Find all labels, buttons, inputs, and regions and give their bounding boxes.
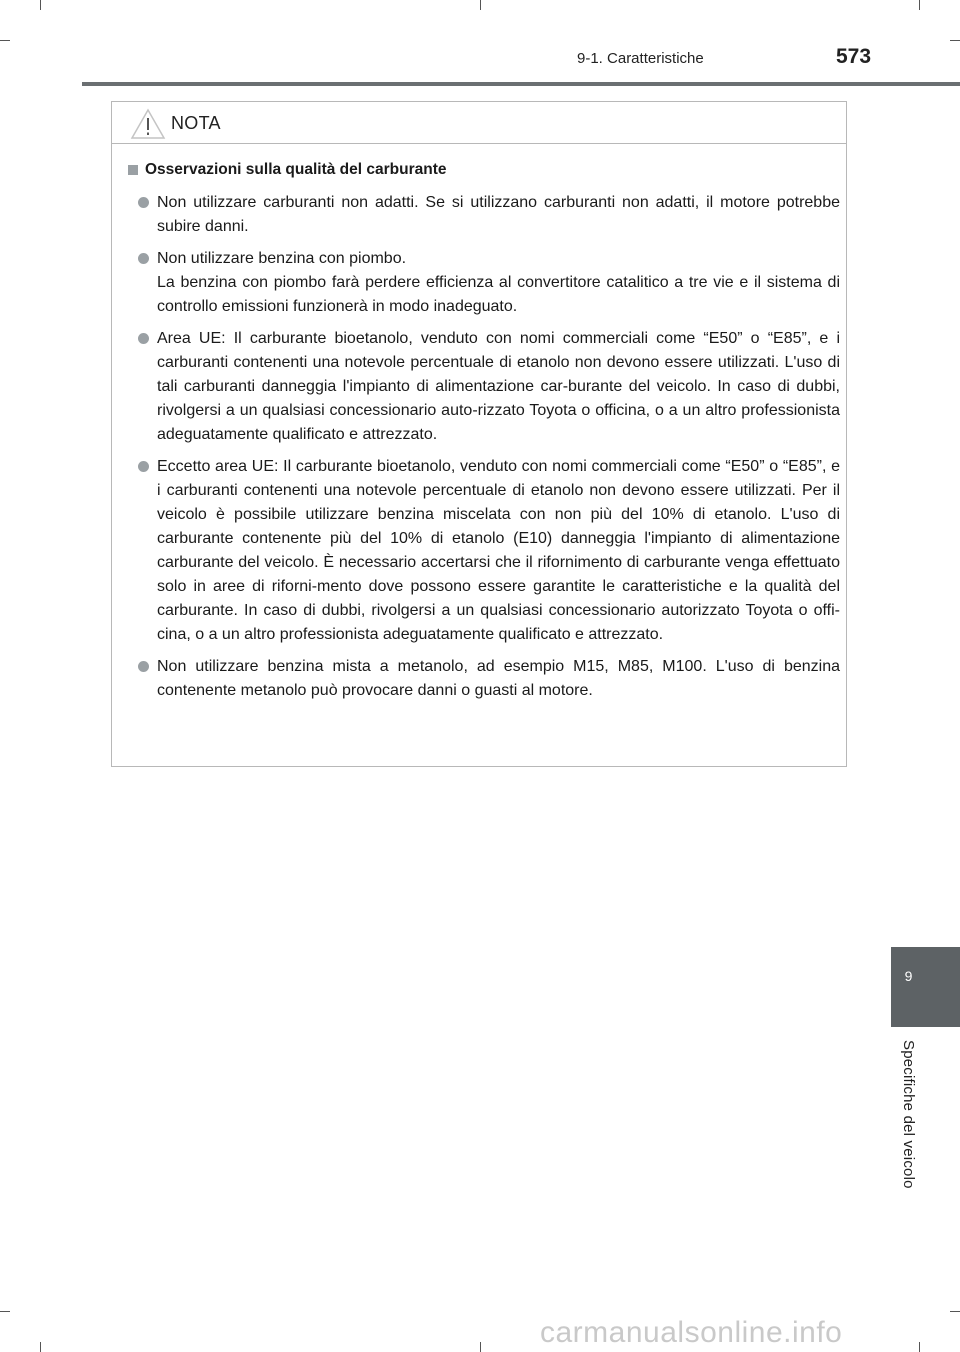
crop-mark — [950, 1311, 960, 1312]
bullet-icon — [138, 661, 149, 672]
list-item — [128, 655, 840, 703]
crop-mark — [480, 0, 481, 10]
square-bullet-icon — [128, 165, 138, 175]
crop-mark — [0, 1311, 10, 1312]
warning-triangle-icon — [130, 108, 166, 140]
note-title: NOTA — [171, 113, 221, 133]
crop-mark — [40, 1342, 41, 1352]
crop-mark — [480, 1342, 481, 1352]
list-item-text: Non utilizzare benzina con piombo. — [157, 250, 407, 267]
bullet-icon — [138, 197, 149, 208]
watermark: carmanualsonline.info — [540, 1316, 843, 1349]
crop-mark — [950, 40, 960, 41]
list-item-text: Area UE: Il carburante bioetanolo, venduto con nomi commerciali come “E50” o “E85”, e i carburanti contenenti una notevole percentuale di etanolo non devono essere utilizzati. L'uso di tali carburanti danneggia l'impianto di alimentazione car-burante del veicolo. In caso di dubbi, rivolgersi a un qualsiasi concessionario auto-rizzato Toyota o officina, o a un altro professionista adeguatamente qualificato e attrezzato. — [157, 330, 840, 443]
list-item — [128, 247, 840, 319]
section-title: 9-1. Caratteristiche — [577, 50, 704, 67]
note-body — [128, 159, 840, 711]
list-item — [128, 455, 840, 647]
list-item-text: Eccetto area UE: Il carburante bioetanolo, venduto con nomi commerciali come “E50” o “E85”, e i carburanti contenenti una notevole percentuale di etanolo non devono essere utilizzati. Per il veicolo è possibile utilizzare benzina miscelata con non più del 10% di etanolo. L'uso di carburante contenente più del 10% di etanolo (E10) danneggia l'impianto di alimentazione carburante del veicolo. È necessario accertarsi che il rifornimento di carburante venga effettuato solo in aree di riforni-mento dove possono essere garantite le caratteristiche e la qualità del carburante. In caso di dubbi, rivolgersi a un qualsiasi concessionario autorizzato Toyota o offi-cina, o a un altro professionista adeguatamente qualificato e attrezzato. — [157, 458, 840, 643]
chapter-label: Specifiche del veicolo — [900, 1040, 917, 1189]
section-heading — [128, 159, 840, 181]
list-item-text: Non utilizzare benzina mista a metanolo, ad esempio M15, M85, M100. L'uso di benzina contenente metanolo può provocare danni o guasti al motore. — [157, 658, 840, 699]
chapter-number: 9 — [904, 968, 913, 984]
list-item — [128, 191, 840, 239]
list-item — [128, 327, 840, 447]
crop-mark — [919, 1342, 920, 1352]
chapter-tab — [891, 947, 960, 1027]
section-heading-text: Osservazioni sulla qualità del carburante — [145, 161, 447, 178]
bullet-icon — [138, 333, 149, 344]
bullet-icon — [138, 253, 149, 264]
header-divider — [82, 82, 960, 86]
bullet-icon — [138, 461, 149, 472]
list-item-text: Non utilizzare carburanti non adatti. Se si utilizzano carburanti non adatti, il motore potrebbe subire danni. — [157, 194, 840, 235]
note-box — [111, 101, 847, 767]
list-item-text: La benzina con piombo farà perdere efficienza al convertitore catalitico a tre vie e il sistema di controllo emissioni funzionerà in modo inadeguato. — [157, 274, 840, 315]
page-number: 573 — [836, 45, 872, 68]
crop-mark — [0, 40, 10, 41]
crop-mark — [919, 0, 920, 10]
note-header — [112, 102, 846, 144]
crop-mark — [40, 0, 41, 10]
